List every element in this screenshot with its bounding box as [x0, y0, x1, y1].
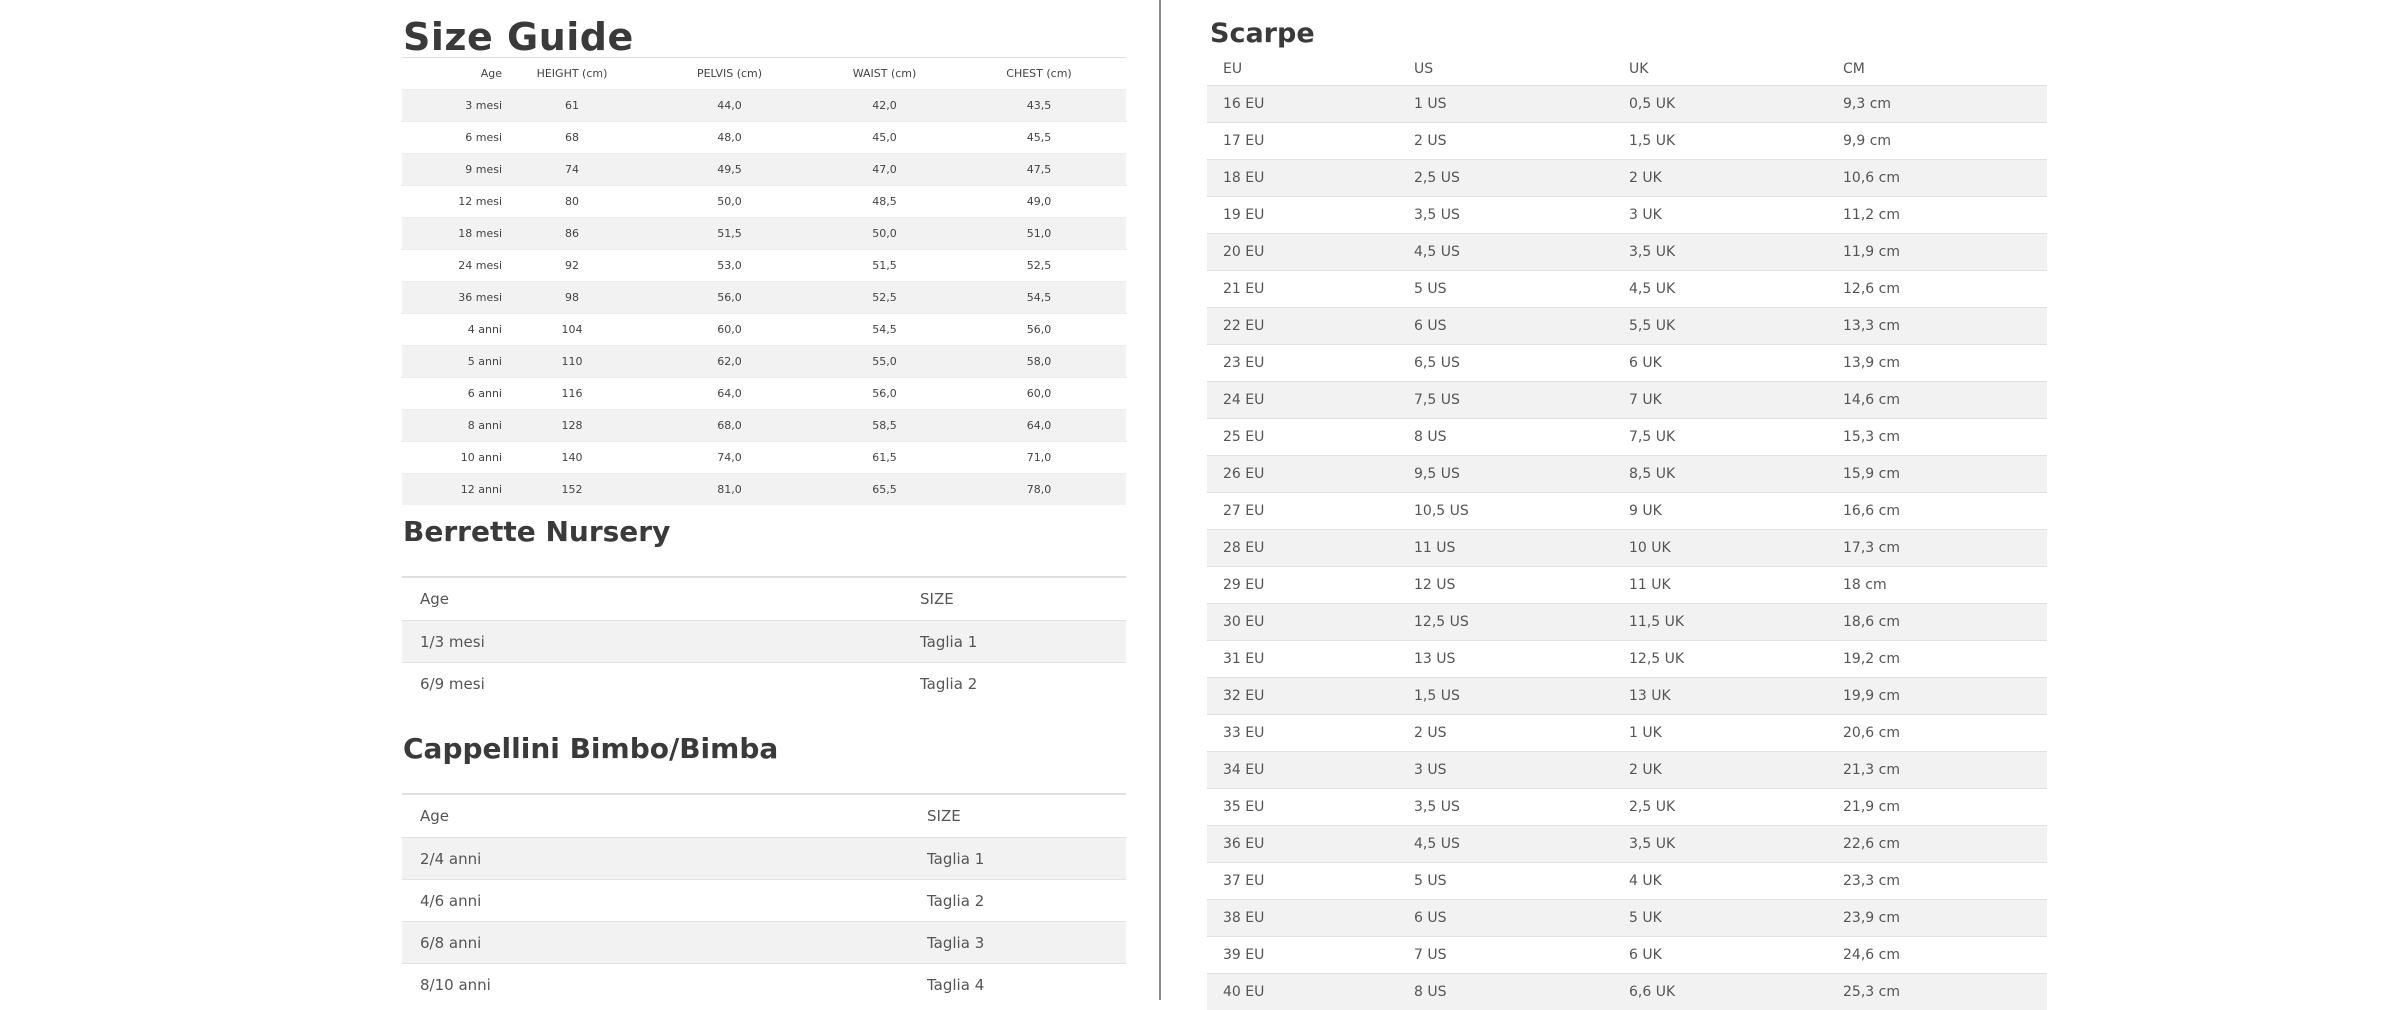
table-cell: 51,5: [817, 250, 952, 282]
size-guide-row: [402, 154, 1126, 186]
size-guide-title: Size Guide: [403, 18, 634, 56]
cappellini-row: [402, 922, 1126, 964]
scarpe-row: [1207, 456, 2047, 493]
scarpe-row: [1207, 752, 2047, 789]
cappellini-row: [402, 964, 1126, 1006]
berrette-table: [402, 576, 1126, 704]
table-cell: 12 US: [1398, 567, 1613, 604]
scarpe-row: [1207, 826, 2047, 863]
table-cell: 56,0: [642, 282, 817, 314]
table-cell: 23,9 cm: [1827, 900, 2047, 937]
table-cell: 74: [502, 154, 642, 186]
table-cell: 13 US: [1398, 641, 1613, 678]
table-cell: 45,0: [817, 122, 952, 154]
table-cell: 3 US: [1398, 752, 1613, 789]
table-cell: 20 EU: [1207, 234, 1398, 271]
scarpe-row: [1207, 493, 2047, 530]
size-guide-row: [402, 282, 1126, 314]
scarpe-row: [1207, 863, 2047, 900]
col-header-us: US: [1398, 52, 1613, 86]
col-header-age: Age: [402, 577, 902, 621]
table-cell: Taglia 2: [902, 663, 1126, 705]
cappellini-table: [402, 793, 1126, 1005]
table-cell: 92: [502, 250, 642, 282]
table-cell: 44,0: [642, 90, 817, 122]
scarpe-row: [1207, 604, 2047, 641]
table-cell: 51,5: [642, 218, 817, 250]
table-cell: 22,6 cm: [1827, 826, 2047, 863]
table-cell: 38 EU: [1207, 900, 1398, 937]
table-cell: 10,6 cm: [1827, 160, 2047, 197]
table-cell: 4,5 US: [1398, 234, 1613, 271]
col-header-waist: WAIST (cm): [817, 58, 952, 90]
table-cell: 61,5: [817, 442, 952, 474]
table-cell: 4 UK: [1613, 863, 1827, 900]
table-cell: 68,0: [642, 410, 817, 442]
table-cell: 36 mesi: [402, 282, 502, 314]
col-header-size: SIZE: [909, 794, 1126, 838]
table-cell: 1/3 mesi: [402, 621, 902, 663]
table-cell: 26 EU: [1207, 456, 1398, 493]
table-cell: 27 EU: [1207, 493, 1398, 530]
size-guide-table: [402, 57, 1126, 505]
table-cell: 35 EU: [1207, 789, 1398, 826]
table-cell: 74,0: [642, 442, 817, 474]
scarpe-row: [1207, 641, 2047, 678]
table-cell: 5 anni: [402, 346, 502, 378]
table-cell: 8/10 anni: [402, 964, 909, 1006]
table-cell: 23 EU: [1207, 345, 1398, 382]
table-cell: 9 UK: [1613, 493, 1827, 530]
table-cell: 9 mesi: [402, 154, 502, 186]
col-header-age: Age: [402, 58, 502, 90]
table-cell: 2,5 US: [1398, 160, 1613, 197]
col-header-eu: EU: [1207, 52, 1398, 86]
table-cell: 43,5: [952, 90, 1126, 122]
table-cell: 80: [502, 186, 642, 218]
scarpe-row: [1207, 160, 2047, 197]
scarpe-row: [1207, 86, 2047, 123]
table-cell: 2,5 UK: [1613, 789, 1827, 826]
table-cell: 54,5: [817, 314, 952, 346]
table-cell: 29 EU: [1207, 567, 1398, 604]
table-cell: 1,5 UK: [1613, 123, 1827, 160]
berrette-header-row: [402, 577, 1126, 621]
table-cell: 2 US: [1398, 123, 1613, 160]
table-cell: 19,9 cm: [1827, 678, 2047, 715]
table-cell: 30 EU: [1207, 604, 1398, 641]
table-cell: 58,5: [817, 410, 952, 442]
table-cell: 9,9 cm: [1827, 123, 2047, 160]
table-cell: 13,9 cm: [1827, 345, 2047, 382]
col-header-pelvis: PELVIS (cm): [642, 58, 817, 90]
table-cell: 6 UK: [1613, 345, 1827, 382]
table-cell: 23,3 cm: [1827, 863, 2047, 900]
table-cell: 4/6 anni: [402, 880, 909, 922]
table-cell: 17 EU: [1207, 123, 1398, 160]
table-cell: 13 UK: [1613, 678, 1827, 715]
table-cell: 16,6 cm: [1827, 493, 2047, 530]
col-header-chest: CHEST (cm): [952, 58, 1126, 90]
table-cell: 52,5: [817, 282, 952, 314]
col-header-size: SIZE: [902, 577, 1126, 621]
size-guide-row: [402, 250, 1126, 282]
table-cell: 32 EU: [1207, 678, 1398, 715]
table-cell: 8 anni: [402, 410, 502, 442]
table-cell: 6 US: [1398, 900, 1613, 937]
table-cell: 19 EU: [1207, 197, 1398, 234]
scarpe-row: [1207, 900, 2047, 937]
table-cell: 110: [502, 346, 642, 378]
table-cell: 37 EU: [1207, 863, 1398, 900]
table-cell: 6/8 anni: [402, 922, 909, 964]
table-cell: 11,2 cm: [1827, 197, 2047, 234]
table-cell: 17,3 cm: [1827, 530, 2047, 567]
table-cell: 4,5 UK: [1613, 271, 1827, 308]
table-cell: 2 UK: [1613, 160, 1827, 197]
table-cell: 7 US: [1398, 937, 1613, 974]
size-guide-row: [402, 346, 1126, 378]
table-cell: 50,0: [642, 186, 817, 218]
col-header-uk: UK: [1613, 52, 1827, 86]
table-cell: 15,3 cm: [1827, 419, 2047, 456]
table-cell: 50,0: [817, 218, 952, 250]
table-cell: 11 US: [1398, 530, 1613, 567]
table-cell: 61: [502, 90, 642, 122]
table-cell: 18 EU: [1207, 160, 1398, 197]
size-guide-row: [402, 410, 1126, 442]
table-cell: 55,0: [817, 346, 952, 378]
table-cell: 25,3 cm: [1827, 974, 2047, 1010]
table-cell: 12,6 cm: [1827, 271, 2047, 308]
table-cell: 0,5 UK: [1613, 86, 1827, 123]
table-cell: 12 mesi: [402, 186, 502, 218]
cappellini-title: Cappellini Bimbo/Bimba: [403, 735, 778, 763]
table-cell: 60,0: [642, 314, 817, 346]
scarpe-row: [1207, 308, 2047, 345]
table-cell: 4 anni: [402, 314, 502, 346]
table-cell: 7 UK: [1613, 382, 1827, 419]
table-cell: 10 anni: [402, 442, 502, 474]
table-cell: 40 EU: [1207, 974, 1398, 1010]
table-cell: 51,0: [952, 218, 1126, 250]
size-guide-row: [402, 122, 1126, 154]
col-header-cm: CM: [1827, 52, 2047, 86]
table-cell: 6 anni: [402, 378, 502, 410]
scarpe-row: [1207, 715, 2047, 752]
scarpe-row: [1207, 678, 2047, 715]
col-header-age: Age: [402, 794, 909, 838]
table-cell: 11,5 UK: [1613, 604, 1827, 641]
table-cell: 56,0: [817, 378, 952, 410]
col-header-height: HEIGHT (cm): [502, 58, 642, 90]
table-cell: Taglia 1: [909, 838, 1126, 880]
scarpe-row: [1207, 974, 2047, 1010]
table-cell: 24 EU: [1207, 382, 1398, 419]
table-cell: Taglia 3: [909, 922, 1126, 964]
size-guide-row: [402, 314, 1126, 346]
table-cell: 24,6 cm: [1827, 937, 2047, 974]
table-cell: 116: [502, 378, 642, 410]
scarpe-title: Scarpe: [1210, 20, 1315, 47]
table-cell: 21,9 cm: [1827, 789, 2047, 826]
table-cell: 16 EU: [1207, 86, 1398, 123]
scarpe-header-row: [1207, 52, 2047, 86]
table-cell: 47,5: [952, 154, 1126, 186]
vertical-divider: [1159, 0, 1161, 1000]
table-cell: 3,5 US: [1398, 197, 1613, 234]
size-guide-row: [402, 218, 1126, 250]
table-cell: 6 UK: [1613, 937, 1827, 974]
table-cell: 78,0: [952, 474, 1126, 506]
table-cell: 62,0: [642, 346, 817, 378]
table-cell: 5 UK: [1613, 900, 1827, 937]
scarpe-row: [1207, 567, 2047, 604]
table-cell: 86: [502, 218, 642, 250]
table-cell: 2 UK: [1613, 752, 1827, 789]
scarpe-table: [1207, 52, 2047, 1010]
table-cell: 9,3 cm: [1827, 86, 2047, 123]
table-cell: 52,5: [952, 250, 1126, 282]
table-cell: 12,5 US: [1398, 604, 1613, 641]
scarpe-row: [1207, 345, 2047, 382]
table-cell: 21,3 cm: [1827, 752, 2047, 789]
table-cell: 65,5: [817, 474, 952, 506]
table-cell: 34 EU: [1207, 752, 1398, 789]
table-cell: 64,0: [642, 378, 817, 410]
table-cell: 33 EU: [1207, 715, 1398, 752]
scarpe-row: [1207, 530, 2047, 567]
table-cell: 9,5 US: [1398, 456, 1613, 493]
size-guide-row: [402, 186, 1126, 218]
table-cell: 10 UK: [1613, 530, 1827, 567]
berrette-title: Berrette Nursery: [403, 518, 670, 546]
table-cell: 13,3 cm: [1827, 308, 2047, 345]
table-cell: 58,0: [952, 346, 1126, 378]
table-cell: 19,2 cm: [1827, 641, 2047, 678]
table-cell: 1 UK: [1613, 715, 1827, 752]
table-cell: 64,0: [952, 410, 1126, 442]
table-cell: 3,5 UK: [1613, 826, 1827, 863]
table-cell: 5 US: [1398, 863, 1613, 900]
table-cell: 2/4 anni: [402, 838, 909, 880]
size-guide-row: [402, 474, 1126, 506]
table-cell: 45,5: [952, 122, 1126, 154]
table-cell: 15,9 cm: [1827, 456, 2047, 493]
table-cell: 104: [502, 314, 642, 346]
table-cell: 48,0: [642, 122, 817, 154]
table-cell: 21 EU: [1207, 271, 1398, 308]
cappellini-row: [402, 880, 1126, 922]
table-cell: 11 UK: [1613, 567, 1827, 604]
table-cell: 53,0: [642, 250, 817, 282]
table-cell: 12 anni: [402, 474, 502, 506]
table-cell: 128: [502, 410, 642, 442]
table-cell: 28 EU: [1207, 530, 1398, 567]
table-cell: 6,6 UK: [1613, 974, 1827, 1010]
table-cell: 98: [502, 282, 642, 314]
table-cell: 6,5 US: [1398, 345, 1613, 382]
table-cell: Taglia 4: [909, 964, 1126, 1006]
cappellini-header-row: [402, 794, 1126, 838]
size-guide-row: [402, 442, 1126, 474]
table-cell: 8 US: [1398, 974, 1613, 1010]
scarpe-row: [1207, 382, 2047, 419]
table-cell: 1 US: [1398, 86, 1613, 123]
table-cell: 25 EU: [1207, 419, 1398, 456]
scarpe-row: [1207, 789, 2047, 826]
table-cell: 3 mesi: [402, 90, 502, 122]
size-guide-row: [402, 378, 1126, 410]
table-cell: Taglia 2: [909, 880, 1126, 922]
scarpe-row: [1207, 234, 2047, 271]
berrette-row: [402, 663, 1126, 705]
table-cell: 1,5 US: [1398, 678, 1613, 715]
scarpe-row: [1207, 197, 2047, 234]
table-cell: 22 EU: [1207, 308, 1398, 345]
table-cell: 39 EU: [1207, 937, 1398, 974]
table-cell: 3,5 UK: [1613, 234, 1827, 271]
table-cell: 60,0: [952, 378, 1126, 410]
table-cell: 8,5 UK: [1613, 456, 1827, 493]
table-cell: 49,5: [642, 154, 817, 186]
table-cell: 140: [502, 442, 642, 474]
table-cell: 48,5: [817, 186, 952, 218]
size-guide-row: [402, 90, 1126, 122]
table-cell: 5,5 UK: [1613, 308, 1827, 345]
table-cell: 31 EU: [1207, 641, 1398, 678]
table-cell: 2 US: [1398, 715, 1613, 752]
table-cell: 6/9 mesi: [402, 663, 902, 705]
scarpe-row: [1207, 271, 2047, 308]
table-cell: 3 UK: [1613, 197, 1827, 234]
table-cell: 3,5 US: [1398, 789, 1613, 826]
table-cell: 7,5 US: [1398, 382, 1613, 419]
table-cell: 24 mesi: [402, 250, 502, 282]
table-cell: 47,0: [817, 154, 952, 186]
table-cell: 6 mesi: [402, 122, 502, 154]
table-cell: 18 cm: [1827, 567, 2047, 604]
table-cell: 8 US: [1398, 419, 1613, 456]
table-cell: 42,0: [817, 90, 952, 122]
table-cell: 56,0: [952, 314, 1126, 346]
table-cell: 152: [502, 474, 642, 506]
table-cell: 18 mesi: [402, 218, 502, 250]
table-cell: 4,5 US: [1398, 826, 1613, 863]
table-cell: 20,6 cm: [1827, 715, 2047, 752]
table-cell: 11,9 cm: [1827, 234, 2047, 271]
table-cell: 10,5 US: [1398, 493, 1613, 530]
table-cell: 36 EU: [1207, 826, 1398, 863]
table-cell: 81,0: [642, 474, 817, 506]
berrette-row: [402, 621, 1126, 663]
table-cell: 5 US: [1398, 271, 1613, 308]
table-cell: 49,0: [952, 186, 1126, 218]
table-cell: 68: [502, 122, 642, 154]
table-cell: 54,5: [952, 282, 1126, 314]
table-cell: 12,5 UK: [1613, 641, 1827, 678]
table-cell: 6 US: [1398, 308, 1613, 345]
table-cell: 18,6 cm: [1827, 604, 2047, 641]
scarpe-row: [1207, 123, 2047, 160]
scarpe-row: [1207, 419, 2047, 456]
size-guide-header-row: [402, 58, 1126, 90]
table-cell: 14,6 cm: [1827, 382, 2047, 419]
cappellini-row: [402, 838, 1126, 880]
table-cell: Taglia 1: [902, 621, 1126, 663]
table-cell: 7,5 UK: [1613, 419, 1827, 456]
scarpe-row: [1207, 937, 2047, 974]
table-cell: 71,0: [952, 442, 1126, 474]
